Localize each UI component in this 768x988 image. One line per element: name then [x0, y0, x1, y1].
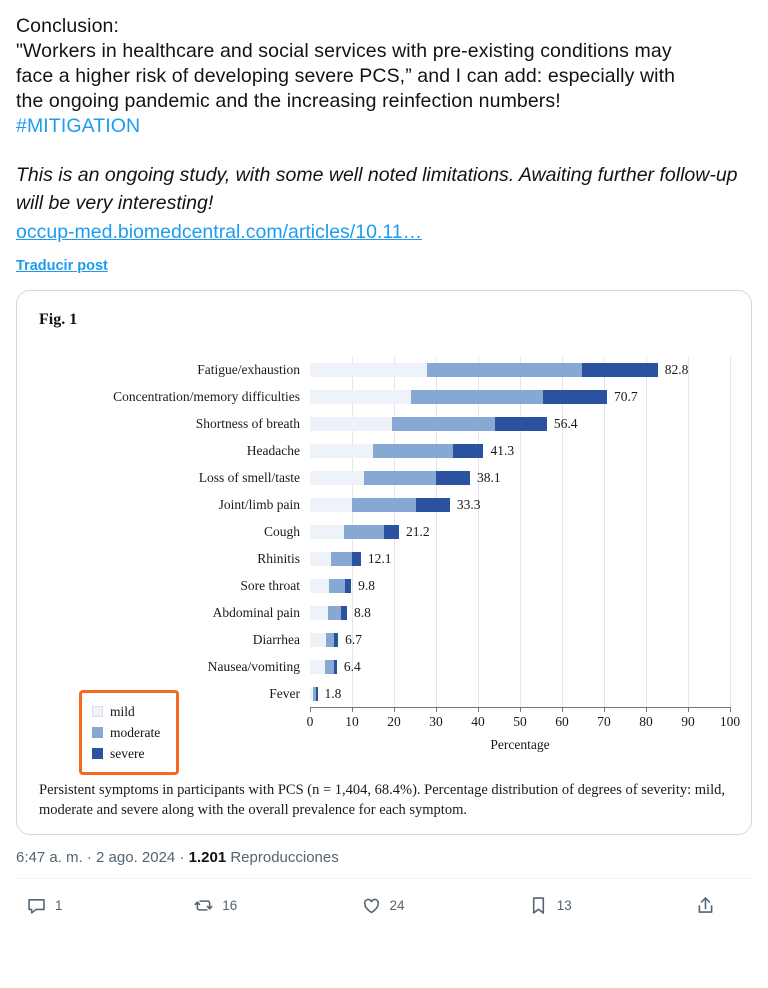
category-label: Fever	[269, 685, 300, 701]
like-count: 24	[389, 897, 405, 913]
category-label: Headache	[246, 443, 300, 459]
bar-segment-severe	[495, 417, 547, 431]
legend-swatch-moderate	[92, 727, 103, 738]
share-button[interactable]	[695, 895, 724, 916]
bar-value-label: 41.3	[490, 443, 515, 459]
category-label: Diarrhea	[252, 631, 300, 647]
gridline	[562, 357, 563, 707]
post-line-conclusion: Conclusion:	[16, 15, 119, 37]
translate-post-button[interactable]: Traducir post	[16, 258, 108, 274]
retweet-button[interactable]	[193, 895, 360, 916]
bar-value-label: 6.7	[345, 631, 362, 647]
bar-segment-mild	[310, 471, 364, 485]
figure-caption	[39, 780, 729, 820]
hashtag-mitigation[interactable]: #MITIGATION	[16, 115, 141, 137]
category-label: Sore throat	[240, 577, 300, 593]
gridline	[688, 357, 689, 707]
bar-segment-moderate	[325, 660, 333, 674]
bookmark-button[interactable]	[528, 895, 695, 916]
reply-count: 1	[55, 897, 63, 913]
post-note-line-2: follow-up will be very interesting!	[16, 164, 738, 214]
bar-segment-mild	[310, 633, 326, 647]
x-tick	[730, 707, 731, 712]
gridline	[730, 357, 731, 707]
figure-card[interactable]	[16, 290, 752, 835]
gridline	[520, 357, 521, 707]
reply-button[interactable]	[26, 895, 193, 916]
category-label: Rhinitis	[257, 550, 300, 566]
bar-segment-mild	[310, 363, 427, 377]
retweet-count: 16	[222, 897, 238, 913]
x-tick	[352, 707, 353, 712]
bar-segment-moderate	[411, 390, 543, 404]
article-link[interactable]: occup-med.biomedcentral.com/articles/10.11…	[16, 221, 423, 243]
bar-segment-mild	[310, 444, 373, 458]
x-tick	[394, 707, 395, 712]
x-tick-label: 80	[639, 714, 653, 729]
x-tick-label: 60	[555, 714, 569, 729]
bar-segment-mild	[310, 390, 411, 404]
category-label: Loss of smell/taste	[198, 470, 300, 486]
bar-segment-mild	[310, 579, 329, 593]
share-icon	[695, 895, 716, 916]
bar-segment-mild	[310, 417, 392, 431]
gridline	[436, 357, 437, 707]
bar-segment-moderate	[392, 417, 495, 431]
x-tick	[478, 707, 479, 712]
x-tick	[436, 707, 437, 712]
bar-value-label: 70.7	[613, 389, 638, 405]
x-tick	[310, 707, 311, 712]
legend-item-mild	[92, 701, 160, 722]
bar-segment-severe	[453, 444, 484, 458]
bookmark-icon	[528, 895, 549, 916]
x-tick	[646, 707, 647, 712]
category-label: Abdominal pain	[212, 604, 300, 620]
bar-segment-moderate	[373, 444, 453, 458]
heart-icon	[361, 895, 382, 916]
post-line-quote-1: "Workers in healthcare and social services with pre-existing conditions may	[16, 40, 672, 62]
bar-segment-mild	[310, 552, 331, 566]
chart-legend	[79, 690, 179, 775]
category-label: Concentration/memory difficulties	[113, 389, 300, 405]
x-tick-label: 70	[597, 714, 611, 729]
bar-segment-moderate	[427, 363, 582, 377]
bar-segment-moderate	[344, 525, 384, 539]
x-tick-label: 30	[429, 714, 443, 729]
bar-segment-severe	[582, 363, 658, 377]
legend-item-severe	[92, 743, 160, 764]
retweet-icon	[193, 895, 214, 916]
bar-segment-severe	[341, 606, 347, 620]
bar-segment-moderate	[329, 579, 345, 593]
post-body	[16, 0, 752, 139]
like-button[interactable]	[361, 895, 528, 916]
bar-segment-severe	[416, 498, 450, 512]
x-tick-label: 10	[345, 714, 359, 729]
bar-segment-severe	[436, 471, 470, 485]
bar-segment-severe	[384, 525, 399, 539]
x-tick-label: 50	[513, 714, 527, 729]
bar-value-label: 21.2	[406, 524, 430, 539]
bar-segment-moderate	[331, 552, 352, 566]
category-label: Shortness of breath	[195, 416, 300, 432]
x-tick	[688, 707, 689, 712]
bar-segment-severe	[352, 552, 360, 566]
legend-swatch-mild	[92, 706, 103, 717]
bar-value-label: 9.8	[358, 577, 376, 593]
views-label: Reproducciones	[230, 849, 339, 866]
category-label: Cough	[263, 524, 300, 539]
post-note-line-1: This is an ongoing study, with some well noted limitations. Awaiting further	[16, 164, 655, 186]
gridline	[604, 357, 605, 707]
figure-label: Fig. 1	[39, 311, 78, 328]
legend-label-moderate: moderate	[110, 724, 161, 740]
x-tick	[520, 707, 521, 712]
x-tick-label: 100	[719, 714, 741, 729]
x-tick	[562, 707, 563, 712]
legend-label-severe: severe	[110, 745, 145, 761]
figure-caption-line-1: Persistent symptoms in participants with PCS (n = 1,404, 68.4%). Percentage distribution of degrees of	[39, 782, 638, 798]
bar-value-label: 82.8	[664, 362, 689, 378]
bar-segment-severe	[345, 579, 351, 593]
bookmark-count: 13	[556, 897, 572, 913]
figure-caption-line-2: severity: mild, moderate and severe along with the overall prevalence for each symptom.	[39, 782, 725, 818]
legend-swatch-severe	[92, 748, 103, 759]
post-timestamp[interactable]: 6:47 a. m. · 2 ago. 2024	[16, 849, 176, 866]
post-line-quote-2: face a higher risk of developing severe PCS,” and I can add: especially with	[16, 65, 676, 87]
bar-value-label: 33.3	[456, 497, 481, 513]
post-line-quote-3: the ongoing pandemic and the increasing reinfection numbers!	[16, 90, 561, 112]
bar-value-label: 6.4	[343, 658, 361, 674]
action-bar	[16, 879, 752, 931]
gridline	[478, 357, 479, 707]
x-tick-label: 20	[387, 714, 401, 729]
category-label: Nausea/vomiting	[207, 658, 300, 674]
bar-value-label: 1.8	[324, 685, 342, 701]
reply-icon	[26, 895, 47, 916]
x-axis-title: Percentage	[490, 737, 550, 752]
bar-segment-moderate	[326, 633, 334, 647]
post-meta	[16, 849, 752, 866]
x-tick-label: 0	[306, 714, 314, 729]
x-tick-label: 40	[471, 714, 485, 729]
bar-value-label: 12.1	[367, 550, 392, 566]
x-tick-label: 90	[681, 714, 695, 729]
meta-separator: ·	[179, 849, 185, 866]
bar-segment-severe	[316, 687, 318, 701]
bar-value-label: 8.8	[353, 604, 371, 620]
legend-item-moderate	[92, 722, 160, 743]
bar-segment-mild	[310, 498, 352, 512]
bar-segment-moderate	[328, 606, 341, 620]
bar-value-label: 38.1	[477, 470, 501, 486]
bar-segment-severe	[543, 390, 607, 404]
category-label: Joint/limb pain	[218, 497, 300, 513]
bar-segment-moderate	[352, 498, 416, 512]
bar-segment-mild	[310, 606, 328, 620]
bar-segment-severe	[334, 633, 338, 647]
category-label: Fatigue/exhaustion	[197, 362, 300, 378]
views-count: 1.201	[188, 849, 227, 866]
gridline	[646, 357, 647, 707]
x-tick	[604, 707, 605, 712]
post-note	[16, 161, 752, 217]
bar-segment-mild	[310, 525, 344, 539]
bar-value-label: 56.4	[553, 416, 578, 432]
legend-label-mild: mild	[110, 703, 135, 719]
bar-segment-severe	[334, 660, 337, 674]
bar-segment-moderate	[364, 471, 437, 485]
chart-canvas	[17, 335, 751, 761]
bar-segment-mild	[310, 660, 325, 674]
